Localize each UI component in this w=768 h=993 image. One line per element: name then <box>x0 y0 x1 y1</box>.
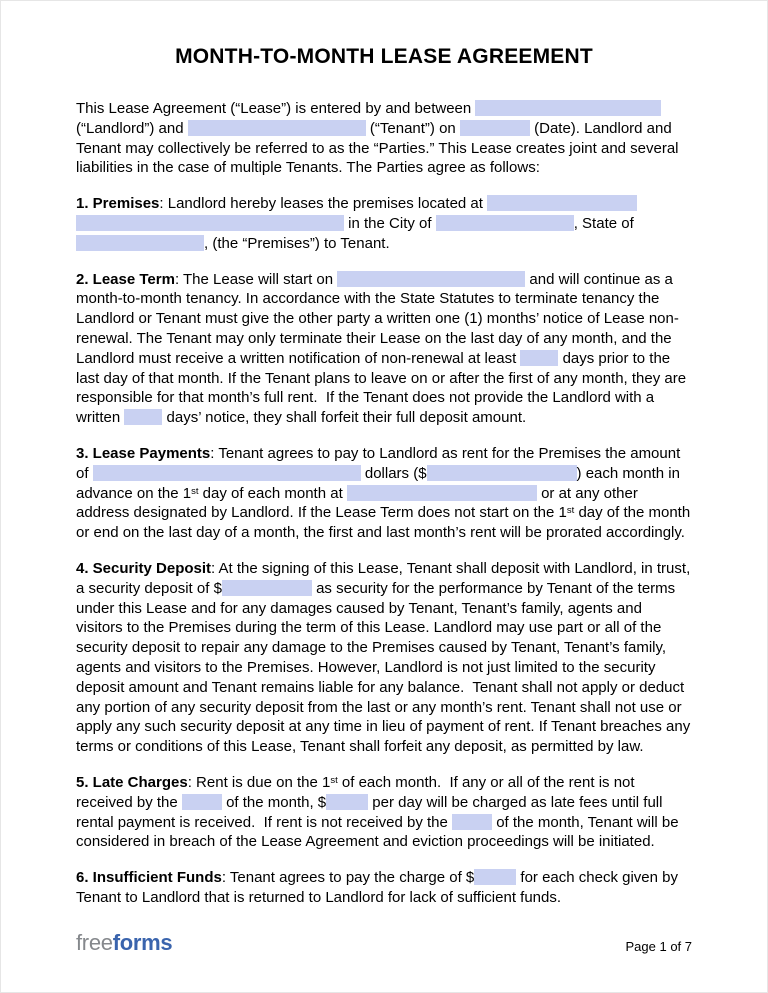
fill-in-blank-premises-state[interactable] <box>76 235 204 251</box>
superscript: st <box>566 505 575 517</box>
text-run: (Date). Landlord and Tenant may collectively be referred to as the “Parties.” This Lease creates joint and several liabilities in the case of multiple Tenants. The Parties agree as follows: <box>76 119 683 177</box>
fill-in-blank-landlord-name[interactable] <box>475 100 661 116</box>
text-run: (“Tenant”) on <box>365 119 460 137</box>
fill-in-blank-lease-start-date[interactable] <box>337 271 525 287</box>
text-run: in the City of <box>344 214 436 232</box>
text-run: day of the month or end on the last day of a month, the first and last month’s rent will be prorated accordingly. <box>76 504 695 542</box>
section-6-insufficient-funds <box>76 868 692 908</box>
fill-in-blank-nonrenewal-notice-days[interactable] <box>520 350 558 366</box>
text-run: ) each month in advance on the 1 <box>76 464 685 502</box>
text-run: : Tenant agrees to pay the charge of $ <box>221 869 475 887</box>
document-title: MONTH-TO-MONTH LEASE AGREEMENT <box>175 45 593 68</box>
text-run <box>637 195 641 212</box>
text-run: , (the “Premises”) to Tenant. <box>204 234 390 252</box>
fill-in-blank-premises-address-line1[interactable] <box>487 195 637 211</box>
text-run: as security for the performance by Tenant of the terms under this Lease and for any damages caused by Tenant, Tenant’s family, agents and visitors to the Premises during the term of this Lease. Landlord may use part or all of the security deposit to repair any damage to the Premises caused by Tenant, Tenant’s family, agents and visitors to the Premises. However, Landlord is not just limited to the security deposit amount and Tenant remains liable for any balance. Tenant shall not apply or deduct any portion of any security deposit from the last or any month’s rent. Tenant shall not use or apply any such security deposit at any time in lieu of payment of rent. If Tenant breaches any terms or conditions of this Lease, Tenant shall forfeit any deposit, as permitted by law. <box>76 579 695 756</box>
text-run: days prior to the last day of that month. If the Tenant plans to leave on or after the first of any month, they are responsible for that month’s full rent. If the Tenant does not provide the Landlord with a written <box>76 349 691 427</box>
logo-text-free: free <box>76 930 113 955</box>
fill-in-blank-late-rent-day[interactable] <box>182 794 222 810</box>
page-footer <box>76 932 692 954</box>
section-heading: 1. Premises <box>76 195 160 213</box>
superscript: st <box>330 774 338 786</box>
section-1-premises <box>76 194 692 253</box>
text-run: : At the signing of this Lease, Tenant shall deposit with Landlord, in trust, a security deposit of $ <box>76 559 695 597</box>
paragraph-intro <box>76 99 692 178</box>
section-5-late-charges <box>76 773 692 852</box>
document-body <box>76 99 695 908</box>
section-2-lease-term <box>76 270 692 428</box>
section-heading: 5. Late Charges <box>76 773 188 791</box>
text-run: days’ notice, they shall forfeit their full deposit amount. <box>162 409 527 427</box>
text-run: of the month, Tenant will be considered in breach of the Lease Agreement and eviction proceedings will be initiated. <box>76 813 683 851</box>
text-run: of each month. If any or all of the rent is not received by the <box>76 773 639 811</box>
text-run: dollars ($ <box>360 464 427 482</box>
fill-in-blank-insufficient-funds-charge[interactable] <box>474 869 516 885</box>
logo-text-forms: forms <box>112 930 173 955</box>
text-run: : Rent is due on the 1 <box>187 773 331 791</box>
fill-in-blank-security-deposit-amount[interactable] <box>222 580 312 596</box>
text-run: or at any other address designated by Landlord. If the Lease Term does not start on the 1 <box>76 484 642 522</box>
text-run: for each check given by Tenant to Landlord that is returned to Landlord for lack of sufficient funds. <box>76 869 682 906</box>
text-run: per day will be charged as late fees until full rental payment is received. If rent is not received by the <box>76 793 667 831</box>
section-4-security-deposit <box>76 559 695 757</box>
fill-in-blank-payment-address[interactable] <box>347 485 537 501</box>
fill-in-blank-premises-city[interactable] <box>436 215 574 231</box>
text-run: and will continue as a month-to-month tenancy. In accordance with the State Statutes to terminate tenancy the Landlord or Tenant must give the other party a written one (1) months’ notice of Lease non-renewal. The Tenant may only terminate their Lease on the last day of any month, and the Landlord must receive a written notification of non-renewal at least <box>76 270 679 367</box>
section-heading: 6. Insufficient Funds <box>76 869 222 887</box>
text-run: This Lease Agreement (“Lease”) is entered by and between <box>76 100 476 117</box>
text-run: day of each month at <box>198 484 347 502</box>
fill-in-blank-rent-amount-words[interactable] <box>93 465 361 481</box>
section-heading: 4. Security Deposit <box>76 559 212 577</box>
fill-in-blank-premises-address-line2[interactable] <box>76 215 344 231</box>
fill-in-blank-rent-amount-number[interactable] <box>427 465 577 481</box>
text-run: (“Landlord”) and <box>76 100 666 137</box>
section-heading: 2. Lease Term <box>76 270 175 288</box>
fill-in-blank-tenant-name[interactable] <box>188 120 366 136</box>
text-run: : Landlord hereby leases the premises located at <box>159 195 488 213</box>
text-run: : The Lease will start on <box>174 270 338 288</box>
section-heading: 3. Lease Payments <box>76 444 211 462</box>
section-3-lease-payments <box>76 444 695 543</box>
page-number: Page 1 of 7 <box>625 939 692 954</box>
text-run: of the month, $ <box>221 793 327 811</box>
fill-in-blank-breach-day[interactable] <box>452 814 492 830</box>
freeforms-logo <box>76 932 172 954</box>
fill-in-blank-late-fee-per-day[interactable] <box>326 794 368 810</box>
text-run: , State of <box>573 214 638 232</box>
fill-in-blank-forfeit-notice-days[interactable] <box>124 409 162 425</box>
fill-in-blank-agreement-date[interactable] <box>460 120 530 136</box>
text-run: : Tenant agrees to pay to Landlord as rent for the Premises the amount of <box>76 444 685 482</box>
superscript: st <box>191 485 199 497</box>
